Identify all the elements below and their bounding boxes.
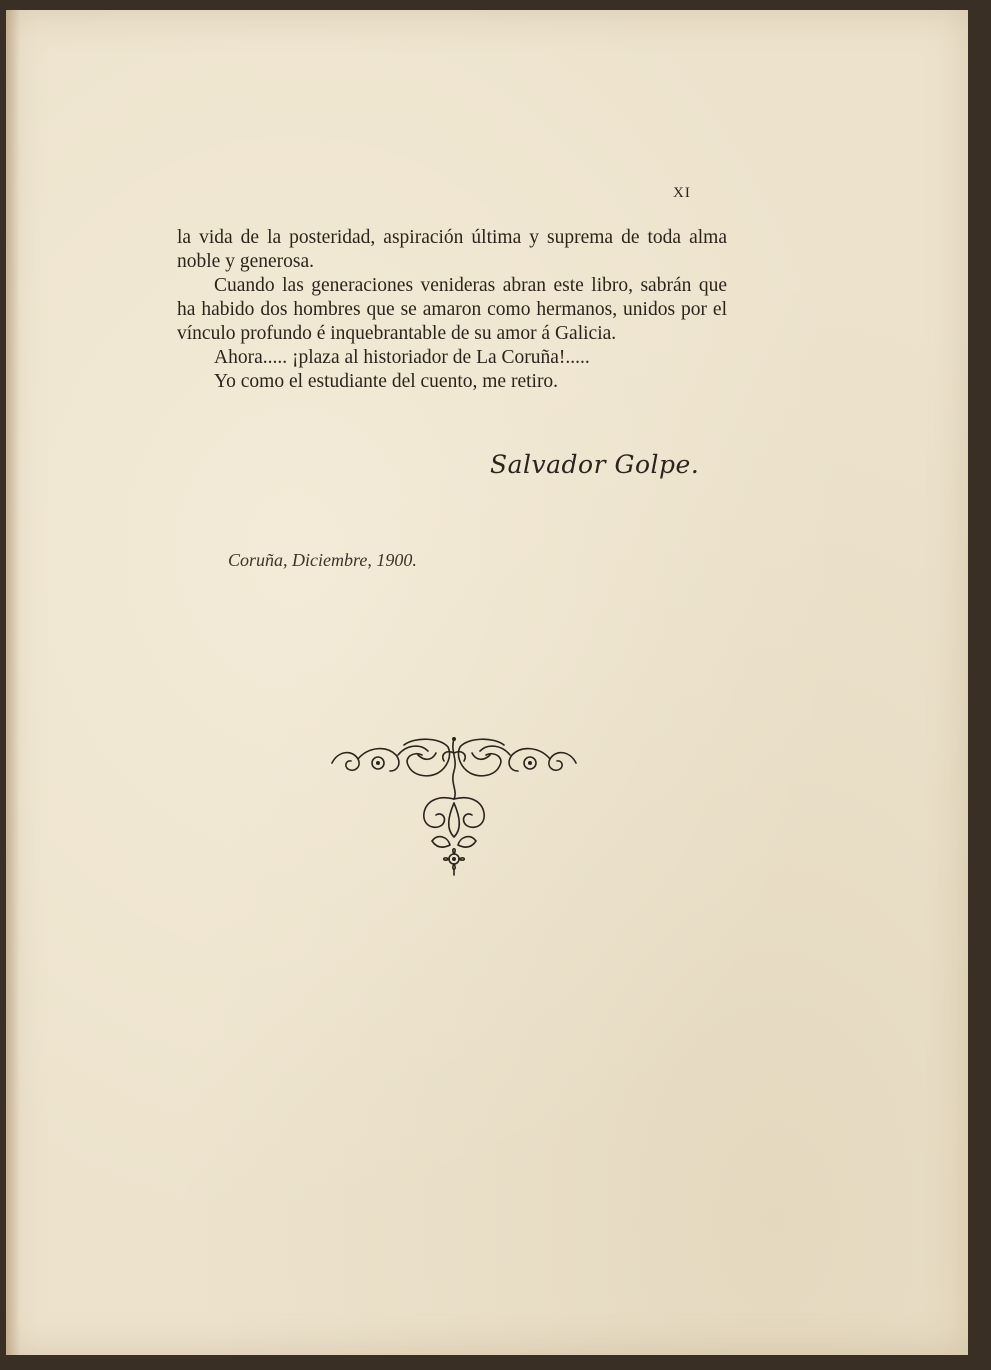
page-gutter	[6, 10, 20, 1355]
author-signature: Salvador Golpe.	[490, 450, 700, 479]
book-page	[6, 10, 968, 1355]
paragraph-2: Cuando las generaciones venideras abran este libro, sabrán que ha habido dos hombres que se amaron como hermanos, unidos por el vínculo profundo é inquebrantable de su amor á Galicia.	[177, 275, 727, 344]
place-date: Coruña, Diciembre, 1900.	[228, 550, 417, 570]
paragraph-4: Yo como el estudiante del cuento, me retiro.	[214, 371, 559, 392]
paragraph-1: la vida de la posteridad, aspiración última y suprema de toda alma noble y generosa.	[177, 227, 727, 272]
page-number: XI	[673, 185, 691, 201]
body-text	[177, 226, 727, 394]
paragraph-3: Ahora..... ¡plaza al historiador de La Coruña!.....	[214, 347, 590, 368]
floral-vignette-icon	[328, 733, 580, 878]
